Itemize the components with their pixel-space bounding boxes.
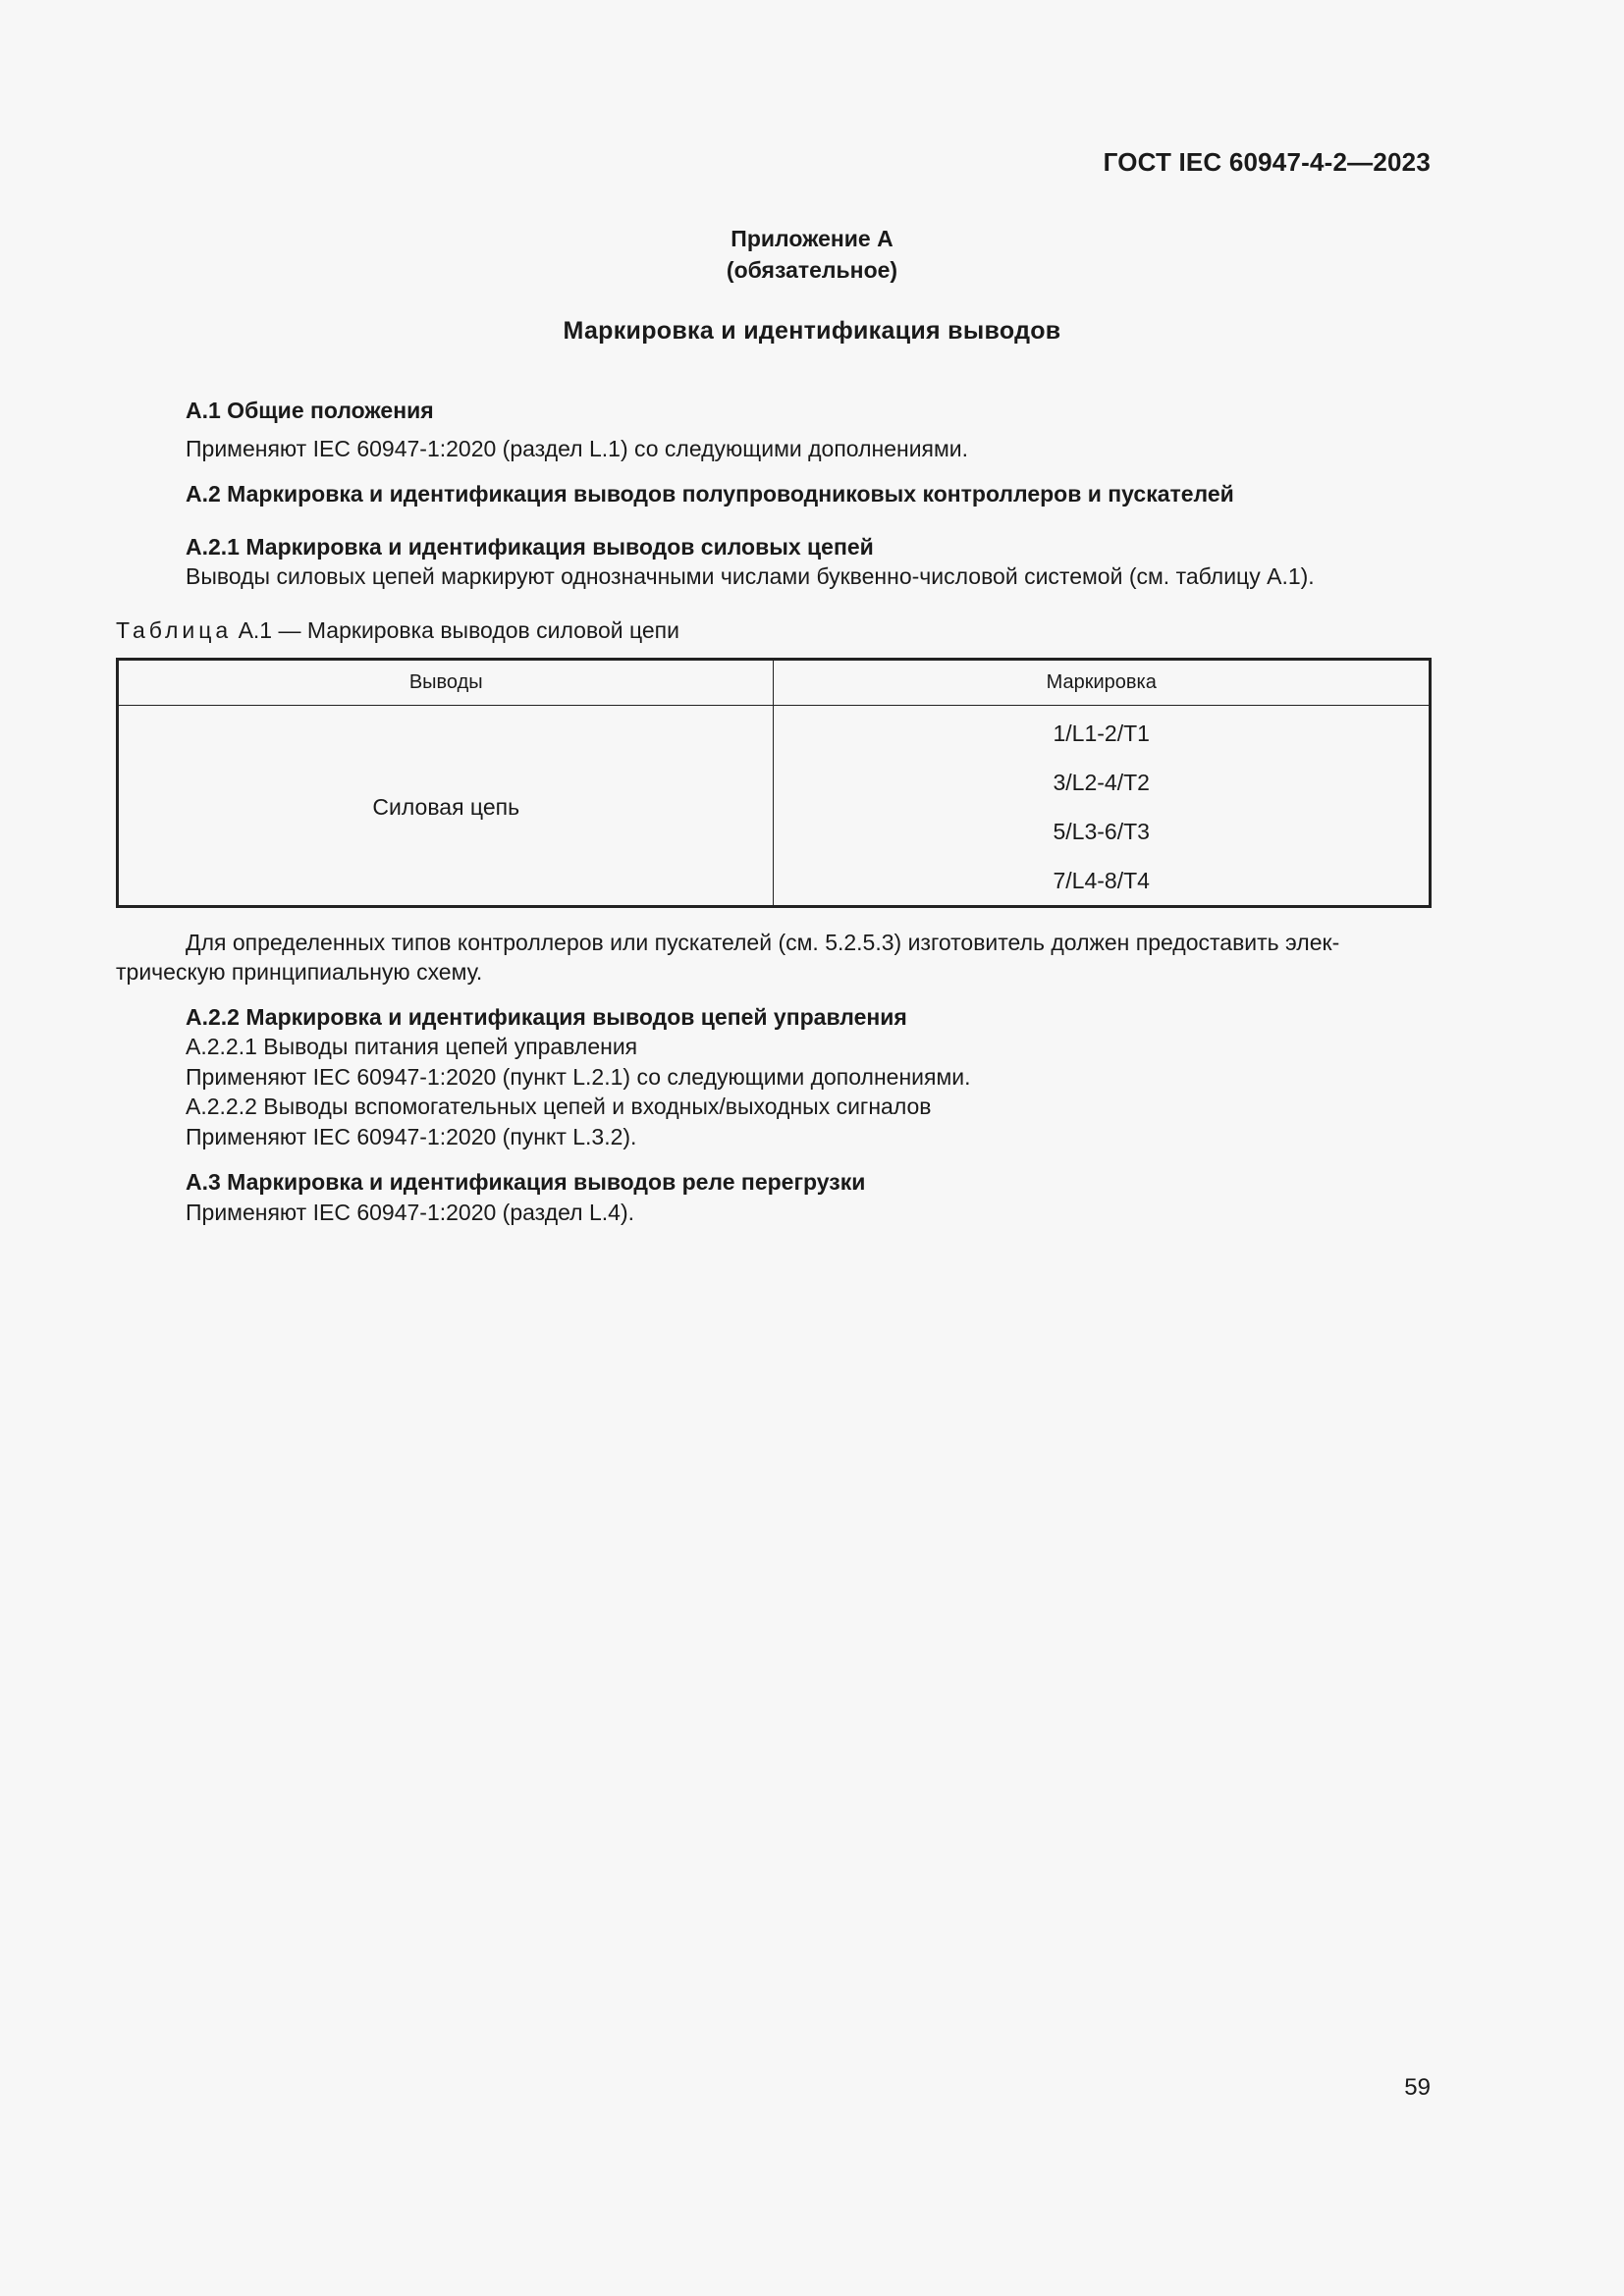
section-a222-text: Применяют IEC 60947-1:2020 (пункт L.3.2). <box>186 1124 637 1149</box>
document-code: ГОСТ IEC 60947-4-2—2023 <box>1103 147 1431 177</box>
table-caption-label: Таблица <box>116 617 233 643</box>
table-header-outputs: Выводы <box>118 660 774 706</box>
table-cell-marking: 3/L2-4/T2 <box>774 758 1431 807</box>
section-a21-heading: А.2.1 Маркировка и идентификация выводов силовых цепей <box>186 534 874 560</box>
section-a221-title: А.2.2.1 Выводы питания цепей управления <box>186 1034 638 1059</box>
section-a21-text: Выводы силовых цепей маркируют однозначными числами буквенно-числовой системой (см. таблицу А.1). <box>186 563 1315 589</box>
table-row <box>118 709 1431 758</box>
marking-table <box>116 658 1432 908</box>
section-a1-text: Применяют IEC 60947-1:2020 (раздел L.1) со следующими дополнениями. <box>186 436 969 461</box>
after-table-text-line1: Для определенных типов контроллеров или пускателей (см. 5.2.5.3) изготовитель должен предоставить элек- <box>186 930 1340 955</box>
page-number: 59 <box>1404 2074 1431 2101</box>
section-a22-heading: А.2.2 Маркировка и идентификация выводов цепей управления <box>186 1004 907 1030</box>
table-caption-text: А.1 — Маркировка выводов силовой цепи <box>232 617 679 643</box>
after-table-text-line2: трическую принципиальную схему. <box>116 959 483 985</box>
section-a221-text: Применяют IEC 60947-1:2020 (пункт L.2.1) со следующими дополнениями. <box>186 1064 971 1090</box>
table-cell-marking: 5/L3-6/T3 <box>774 807 1431 856</box>
table-cell-power-circuit: Силовая цепь <box>118 709 774 907</box>
table-header-row <box>118 660 1431 706</box>
appendix-title: Приложение А <box>731 226 893 251</box>
table-caption <box>116 615 679 645</box>
appendix-heading: Маркировка и идентификация выводов <box>563 317 1061 345</box>
section-a222-title: А.2.2.2 Выводы вспомогательных цепей и входных/выходных сигналов <box>186 1094 932 1119</box>
section-a1-heading: А.1 Общие положения <box>186 398 434 423</box>
section-a3-heading: А.3 Маркировка и идентификация выводов реле перегрузки <box>186 1169 866 1195</box>
table-cell-marking: 7/L4-8/T4 <box>774 856 1431 907</box>
table-header-marking: Маркировка <box>774 660 1431 706</box>
table-cell-marking: 1/L1-2/T1 <box>774 709 1431 758</box>
section-a3-text: Применяют IEC 60947-1:2020 (раздел L.4). <box>186 1200 634 1225</box>
section-a2-heading: А.2 Маркировка и идентификация выводов полупроводниковых контроллеров и пускателей <box>186 481 1234 507</box>
appendix-status: (обязательное) <box>726 257 898 283</box>
